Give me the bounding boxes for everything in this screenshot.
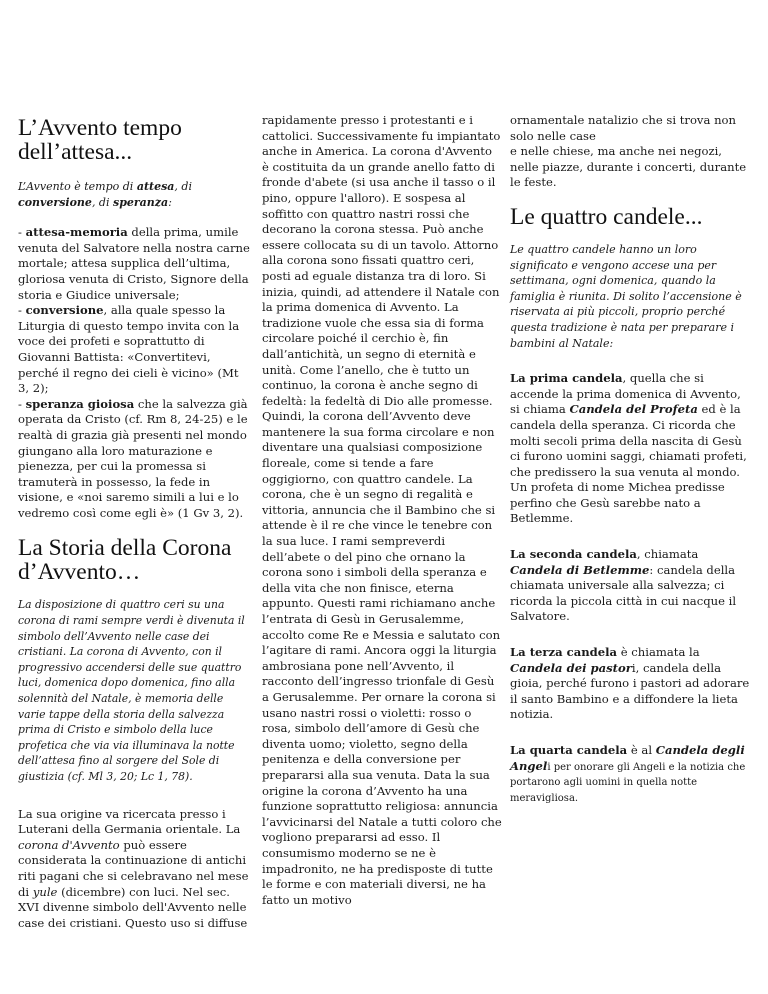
- heading-avvento-attesa: L’Avvento tempo dell’attesa...: [18, 115, 182, 165]
- column-3: [510, 0, 750, 805]
- origin-paragraph: La sua origine va ricercata presso i Luterani della Germania orientale. La corona d'Avvento può essere considerata la continuazione di antichi riti pagani che si celebravano nel mese di yule (dicembre) con luci. Nel sec. XVI divenne simbolo dell'Avvento nelle case dei cristiani. Questo uso si diffuse: [18, 806, 249, 930]
- candela-quarta: La quarta candela è al Candela degli Angeli per onorare gli Angeli e la notizia che portarono agli uomini in quella notte meravigliosa.: [510, 743, 746, 804]
- candele-italic-paragraph: Le quattro candele hanno un loro significato e vengono accese una per settimana, ogni domenica, quando la famiglia è riunita. Di solito l’accensione è riservata ai più piccoli, proprio perché questa tradizione è nata per preparare i bambini al Natale:: [510, 242, 742, 350]
- candela-prima: La prima candela, quella che si accende la prima domenica di Avvento, si chiama Candela del Profeta ed è la candela della speranza. Ci ricorda che molti secoli prima della nascita di Gesù ci furono uomini saggi, chiamati profeti, che predissero la sua venuta al mondo. Un profeta di nome Michea predisse perfino che Gesù sarebbe nato a Betlemme.: [510, 371, 747, 526]
- corona-italic-paragraph: La disposizione di quattro ceri su una corona di rami sempre verdi è divenuta il simbolo dell’Avvento nelle case dei cristiani. La corona di Avvento, con il progressivo accendersi delle sue quattro luci, domenica dopo domenica, fino alla solennità del Natale, è memoria delle varie tappe della storia della salvezza prima di Cristo e simbolo della luce profetica che via via illuminava la notte dell’attesa fino al sorgere del Sole di giustizia (cf. Ml 3, 20; Lc 1, 78).: [18, 598, 245, 783]
- column-2: [262, 0, 502, 908]
- ornamental-text: ornamentale natalizio che si trova non solo nelle case e nelle chiese, ma anche nei negozi, nelle piazze, durante i concerti, durante le feste.: [510, 113, 747, 190]
- heading-quattro-candele: Le quattro candele...: [510, 203, 703, 230]
- column-1: [18, 0, 250, 931]
- intro-italic: L’Avvento è tempo di attesa, di conversione, di speranza:: [18, 180, 192, 209]
- candela-terza: La terza candela è chiamata la Candela dei pastori, candela della gioia, perché furono i pastori ad adorare il santo Bambino e a diffondere la lieta notizia.: [510, 645, 750, 722]
- corona-description: rapidamente presso i protestanti e i cattolici. Successivamente fu impiantato anche in America. La corona d'Avvento è costituita da un grande anello fatto di fronde d'abete (si usa anche il tasso o il pino, oppure l'alloro). E sospesa al soffitto con quattro nastri rossi che decorano la corona stessa. Può anche essere collocata su di un tavolo. Attorno alla corona sono fissati quattro ceri, posti ad eguale distanza tra di loro. Si inizia, quindi, ad attendere il Natale con la prima domenica di Avvento. La tradizione vuole che essa sia di forma circolare poiché il cerchio è, fin dall’antichità, un segno di eternità e unità. Come l’anello, che è tutto un continuo, la corona è anche segno di fedeltà: la fedeltà di Dio alle promesse. Quindi, la corona dell’Avvento deve mantenere la sua forma circolare e non diventare una qualsiasi composizione floreale, come si tende a fare oggigiorno, con quattro candele. La corona, che è un segno di regalità e vittoria, annuncia che il Bambino che si attende è il re che vince le tenebre con la sua luce. I rami sempreverdi dell’abete o del pino che ornano la corona sono i simboli della speranza e della vita che non finisce, eterna appunto. Questi rami richiamano anche l’entrata di Gesù in Gerusalemme, accolto come Re e Messia e salutato con l’agitare di rami. Ancora oggi la liturgia ambrosiana pone nell’Avvento, il racconto dell’ingresso trionfale di Gesù a Gerusalemme. Per ornare la corona si usano nastri rossi o violetti: rosso o rosa, simbolo dell’amore di Gesù che diventa uomo; violetto, segno della penitenza e della conversione per prepararsi alla sua venuta. Data la sua origine la corona d’Avvento ha una funzione soprattutto religiosa: annuncia l’avvicinarsi del Natale a tutti coloro che vogliono prepararsi ad esso. Il consumismo moderno se ne è impadronito, ne ha predisposte di tutte le forme e con materiali diversi, ne ha fatto un motivo: [262, 113, 502, 907]
- candela-seconda: La seconda candela, chiamata Candela di Betlemme: candela della chiamata universale alla salvezza; ci ricorda la piccola città in cui nacque il Salvatore.: [510, 547, 737, 624]
- heading-storia-corona: La Storia della Corona d’Avvento…: [18, 535, 232, 586]
- list-attesa: - attesa-memoria della prima, umile venuta del Salvatore nella nostra carne mortale; attesa supplica dell’ultima, gloriosa venuta di Cristo, Signore della storia e Giudice universale; - conversione, alla quale spesso la Liturgia di questo tempo invita con la voce dei profeti e soprattutto di Giovanni Battista: «Convertitevi, perché il regno dei cieli è vicino» (Mt 3, 2); - speranza gioiosa che la salvezza già operata da Cristo (cf. Rm 8, 24-25) e le realtà di grazia già presenti nel mondo giungano alla loro maturazione e pienezza, per cui la promessa si tramuterà in possesso, la fede in visione, e «noi saremo simili a lui e lo vedremo così come egli è» (1 Gv 3, 2).: [18, 225, 250, 520]
